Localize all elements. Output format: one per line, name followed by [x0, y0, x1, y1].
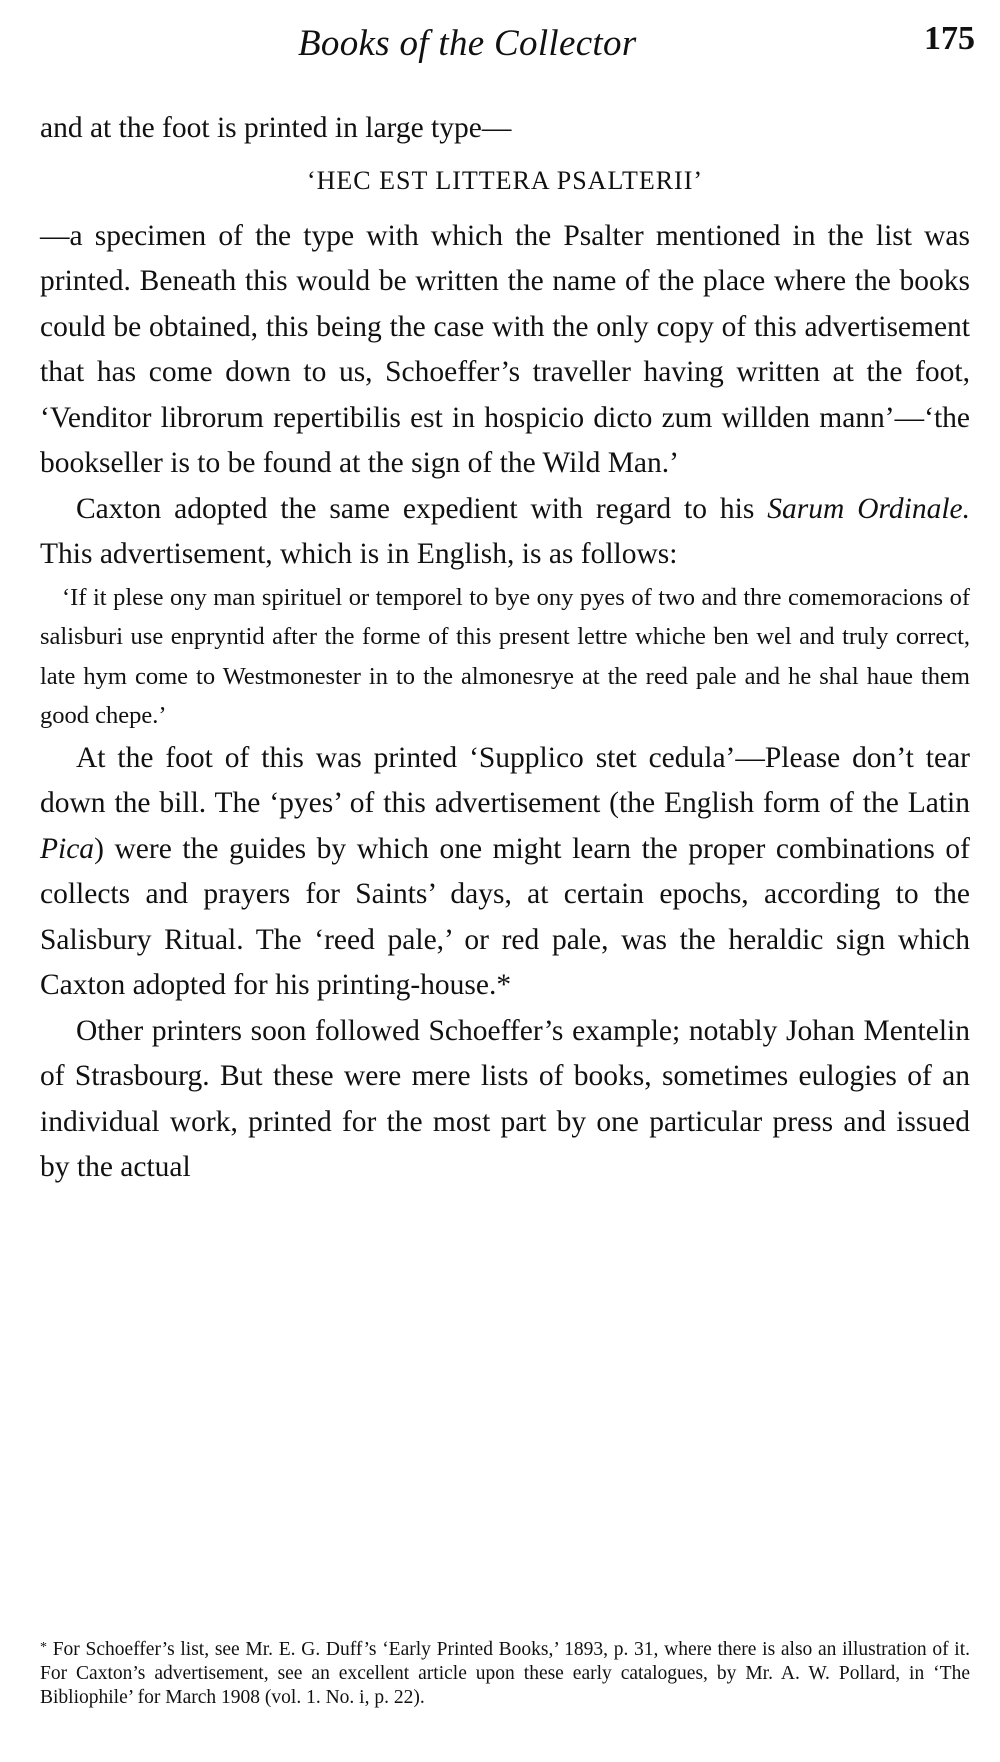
- running-head: [0, 18, 1000, 68]
- block-quote-advertisement: ‘If it plese ony man spirituel or temporel to bye ony pyes of two and thre comemoracions of salisburi use enpryntid after the forme of this present lettre whiche ben wel and truly correct, late hym come to Westmonester in to the almonesrye at the reed pale and he shal haue them good chepe.’: [40, 583, 970, 729]
- footnote: [40, 1636, 970, 1710]
- display-type-specimen: ‘HEC EST LITTERA PSALTERII’: [306, 165, 704, 195]
- paragraph-caxton-text-a: Caxton adopted the same expedient with regard to his: [76, 492, 768, 525]
- paragraph-supplico-text-b: ) were the guides by which one might learn the proper combinations of collects and prayers for Saints’ days, at certain epochs, according to the Salisbury Ritual. The ‘reed pale,’ or red pale, was the heraldic sign which Caxton adopted for his printing-house.*: [40, 832, 970, 1001]
- latin-term-pica: Pica: [40, 832, 95, 865]
- paragraph-other-printers: Other printers soon followed Schoeffer’s example; notably Johan Mentelin of Strasbourg. But these were mere lists of books, sometimes eulogies of an individual work, printed for the most part by one particular press and issued by the actual: [40, 1014, 970, 1183]
- book-title-sarum-ordinale: Sarum Ordinale.: [767, 492, 970, 525]
- footnote-text: For Schoeffer’s list, see Mr. E. G. Duff’s ‘Early Printed Books,’ 1893, p. 31, where there is also an illustration of it. For Caxton’s advertisement, see an excellent article upon these early catalogues, by Mr. A. W. Pollard, in ‘The Bibliophile’ for March 1908 (vol. 1. No. i, p. 22).: [40, 1639, 970, 1708]
- paragraph-caxton-text-b: This advertisement, which is in English, is as follows:: [40, 538, 678, 570]
- running-title: Books of the Collector: [298, 23, 637, 64]
- page-number: 175: [924, 20, 975, 57]
- paragraph-caxton: [40, 487, 970, 578]
- paragraph-supplico: [40, 736, 970, 1009]
- footnote-mark: *: [40, 1640, 47, 1655]
- paragraph-intro: and at the foot is printed in large type—: [40, 112, 512, 144]
- paragraph-psalter: —a specimen of the type with which the Psalter mentioned in the list was printed. Beneath this would be written the name of the place where the books could be obtained, this being the case with the only copy of this advertisement that has come down to us, Schoeffer’s traveller having written at the foot, ‘Venditor librorum repertibilis est in hospicio dicto zum willden mann’—‘the bookseller is to be found at the sign of the Wild Man.’: [40, 219, 970, 479]
- body-text: [40, 106, 970, 1191]
- paragraph-supplico-text-a: At the foot of this was printed ‘Supplico stet cedula’—Please don’t tear down the bill. The ‘pyes’ of this advertisement (the English form of the Latin: [40, 741, 970, 819]
